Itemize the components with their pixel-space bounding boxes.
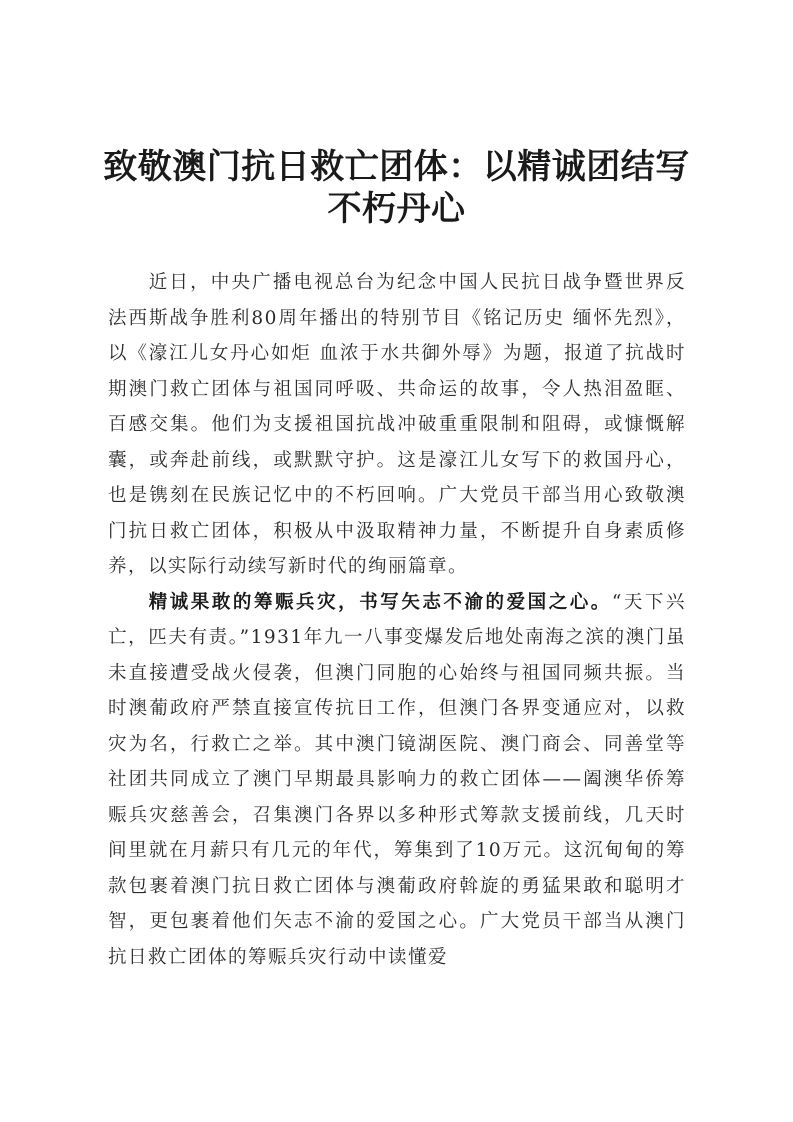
paragraph-2 bbox=[108, 585, 686, 976]
paragraph-2-lead: 精诚果敢的筹赈兵灾，书写矢志不渝的爱国之心。 bbox=[148, 591, 612, 613]
article-body bbox=[108, 265, 686, 975]
title-line-1: 致敬澳门抗日救亡团体：以精诚团结写 bbox=[103, 147, 690, 187]
title-line-2: 不朽丹心 bbox=[327, 189, 466, 229]
paragraph-1: 近日，中央广播电视总台为纪念中国人民抗日战争暨世界反法西斯战争胜利80周年播出的特别节目《铭记历史 缅怀先烈》，以《濠江儿女丹心如炬 血浓于水共御外辱》为题，报道了抗战时期澳门救亡团体与祖国同呼吸、共命运的故事，令人热泪盈眶、百感交集。他们为支援祖国抗战冲破重重限制和阻碍，或慷慨解囊，或奔赴前线，或默默守护。这是濠江儿女写下的救国丹心，也是镌刻在民族记忆中的不朽回响。广大党员干部当用心致敬澳门抗日救亡团体，积极从中汲取精神力量，不断提升自身素质修养，以实际行动续写新时代的绚丽篇章。 bbox=[108, 272, 686, 577]
article-title bbox=[100, 146, 693, 230]
paragraph-2-body: “天下兴亡，匹夫有责。”1931年九一八事变爆发后地处南海之滨的澳门虽未直接遭受战火侵袭，但澳门同胞的心始终与祖国同频共振。当时澳葡政府严禁直接宣传抗日工作，但澳门各界变通应对，以救灾为名，行救亡之举。其中澳门镜湖医院、澳门商会、同善堂等社团共同成立了澳门早期最具影响力的救亡团体——阖澳华侨筹赈兵灾慈善会，召集澳门各界以多种形式筹款支援前线，几天时间里就在月薪只有几元的年代，筹集到了10万元。这沉甸甸的筹款包裹着澳门抗日救亡团体与澳葡政府斡旋的勇猛果敢和聪明才智，更包裹着他们矢志不渝的爱国之心。广大党员干部当从澳门抗日救亡团体的筹赈兵灾行动中读懂爱 bbox=[108, 591, 686, 968]
